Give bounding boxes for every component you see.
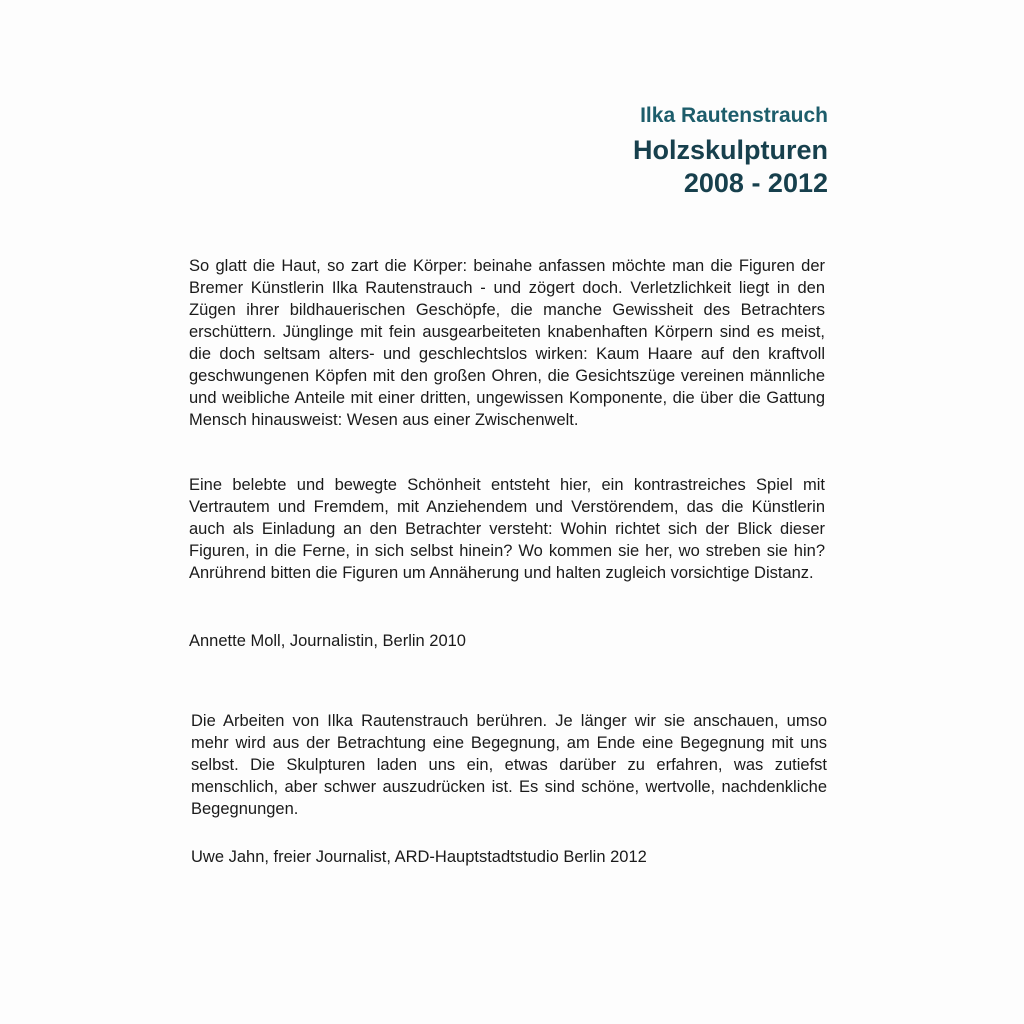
title-line-1: Holzskulpturen bbox=[632, 135, 828, 165]
title-line-2: 2008 - 2012 bbox=[683, 168, 828, 198]
signature-text: Uwe Jahn, freier Journalist, ARD-Hauptstadtstudio Berlin 2012 bbox=[191, 848, 647, 866]
paragraph-text: Eine belebte und bewegte Schönheit entsteht hier, ein kontrastreiches Spiel mit Vertrautem und Fremdem, mit Anziehendem und Verstörendem, das die Künstlerin auch als Einladung an den Betrachter versteht: Wohin richtet sich der Blick dieser Figuren, in die Ferne, in sich selbst hinein? Wo kommen sie her, wo streben sie hin? Anrührend bitten die Figuren um Annäherung und halten zugleich vorsichtige Distanz. bbox=[189, 476, 825, 582]
quote-paragraph-2 bbox=[189, 474, 825, 584]
author-signature-2 bbox=[191, 846, 827, 868]
signature-text: Annette Moll, Journalistin, Berlin 2010 bbox=[189, 632, 466, 650]
page-title bbox=[633, 134, 828, 200]
quote-paragraph-1 bbox=[189, 255, 825, 431]
quote-paragraph-3 bbox=[191, 710, 827, 820]
page-header bbox=[633, 100, 828, 200]
artist-name: Ilka Rautenstrauch bbox=[640, 104, 828, 127]
author-signature-1 bbox=[189, 630, 825, 652]
paragraph-text: So glatt die Haut, so zart die Körper: beinahe anfassen möchte man die Figuren der Bremer Künstlerin Ilka Rautenstrauch - und zögert doch. Verletzlichkeit liegt in den Zügen ihrer bildhauerischen Geschöpfe, die manche Gewissheit des Betrachters erschüttern. Jünglinge mit fein ausgearbeiteten knabenhaften Körpern sind es meist, die doch seltsam alters- und geschlechtslos wirken: Kaum Haare auf den kraftvoll geschwungenen Köpfen mit den großen Ohren, die Gesichtszüge vereinen männliche und weibliche Anteile mit einer dritten, ungewissen Komponente, die über die Gattung Mensch hinausweist: Wesen aus einer Zwischenwelt. bbox=[189, 257, 825, 429]
paragraph-text: Die Arbeiten von Ilka Rautenstrauch berühren. Je länger wir sie anschauen, umso mehr wird aus der Betrachtung eine Begegnung, am Ende eine Begegnung mit uns selbst. Die Skulpturen laden uns ein, etwas darüber zu erfahren, was zutiefst menschlich, aber schwer auszudrücken ist. Es sind schöne, wertvolle, nachdenkliche Begegnungen. bbox=[191, 712, 827, 818]
